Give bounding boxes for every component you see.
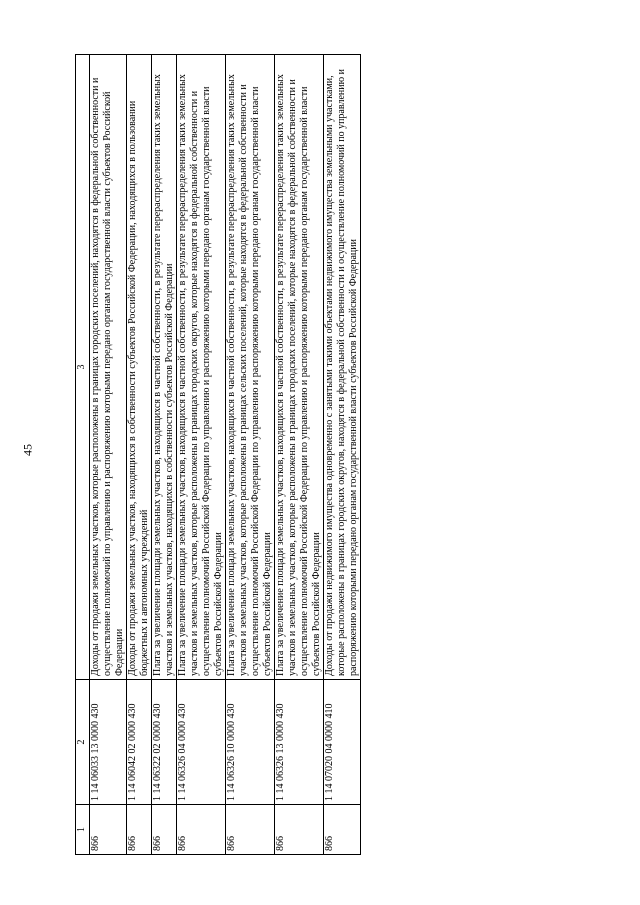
table-row bbox=[177, 55, 226, 855]
table-row bbox=[275, 55, 324, 855]
table-row bbox=[127, 55, 152, 855]
budget-code-cell: 1 14 06326 10 0000 430 bbox=[226, 680, 275, 805]
description-cell: Доходы от продажи недвижимого имущества одновременно с занятыми такими объектами недвижимого имущества земельными участками, которые расположены в границах городских округов, находятся в федеральной собственности и осуществление полномочий по управлению и распоряжению которыми передано органам государственной власти субъектов Российской Федерации bbox=[324, 55, 361, 680]
admin-code-cell: 866 bbox=[90, 805, 127, 855]
rotated-table-container bbox=[75, 55, 525, 855]
admin-code-cell: 866 bbox=[127, 805, 152, 855]
budget-code-cell: 1 14 06033 13 0000 430 bbox=[90, 680, 127, 805]
column-header: 2 bbox=[76, 680, 90, 805]
admin-code-cell: 866 bbox=[177, 805, 226, 855]
description-cell: Доходы от продажи земельных участков, находящихся в собственности субъектов Российской Федерации, находящихся в пользовании бюджетных и автономных учреждений bbox=[127, 55, 152, 680]
table-row bbox=[226, 55, 275, 855]
description-cell: Доходы от продажи земельных участков, которые расположены в границах городских поселений, находятся в федеральной собственности и осуществление полномочий по управлению и распоряжению которыми передано органам государственной власти субъектов Российской Федерации bbox=[90, 55, 127, 680]
admin-code-cell: 866 bbox=[152, 805, 177, 855]
description-cell: Плата за увеличение площади земельных участков, находящихся в частной собственности, в результате перераспределения таких земельных участков и земельных участков, находящихся в собственности субъектов Российской Федерации bbox=[152, 55, 177, 680]
column-header: 1 bbox=[76, 805, 90, 855]
table-row bbox=[324, 55, 361, 855]
admin-code-cell: 866 bbox=[226, 805, 275, 855]
budget-code-cell: 1 14 06326 13 0000 430 bbox=[275, 680, 324, 805]
page-number: 45 bbox=[20, 444, 35, 456]
budget-code-cell: 1 14 06042 02 0000 430 bbox=[127, 680, 152, 805]
table-row bbox=[90, 55, 127, 855]
budget-code-cell: 1 14 06326 04 0000 430 bbox=[177, 680, 226, 805]
description-cell: Плата за увеличение площади земельных участков, находящихся в частной собственности, в результате перераспределения таких земельных участков и земельных участков, которые расположены в границах городских округов, которые находятся в федеральной собственности и осуществление полномочий Российской Федерации по управлению и распоряжению которыми передано органам государственной власти субъектов Российской Федерации bbox=[177, 55, 226, 680]
table-header-row bbox=[76, 55, 90, 855]
admin-code-cell: 866 bbox=[275, 805, 324, 855]
description-cell: Плата за увеличение площади земельных участков, находящихся в частной собственности, в результате перераспределения таких земельных участков и земельных участков, которые расположены в границах городских поселений, которые находятся в федеральной собственности и осуществление полномочий Российской Федерации по управлению и распоряжению которыми передано органам государственной власти субъектов Российской Федерации bbox=[275, 55, 324, 680]
budget-code-cell: 1 14 06322 02 0000 430 bbox=[152, 680, 177, 805]
admin-code-cell: 866 bbox=[324, 805, 361, 855]
table-row bbox=[152, 55, 177, 855]
column-header: 3 bbox=[76, 55, 90, 680]
description-cell: Плата за увеличение площади земельных участков, находящихся в частной собственности, в результате перераспределения таких земельных участков и земельных участков, которые расположены в границах сельских поселений, которые находятся в федеральной собственности и осуществление полномочий Российской Федерации по управлению и распоряжению которыми передано органам государственной власти субъектов Российской Федерации bbox=[226, 55, 275, 680]
budget-code-cell: 1 14 07020 04 0000 410 bbox=[324, 680, 361, 805]
revenue-code-table bbox=[75, 54, 361, 855]
